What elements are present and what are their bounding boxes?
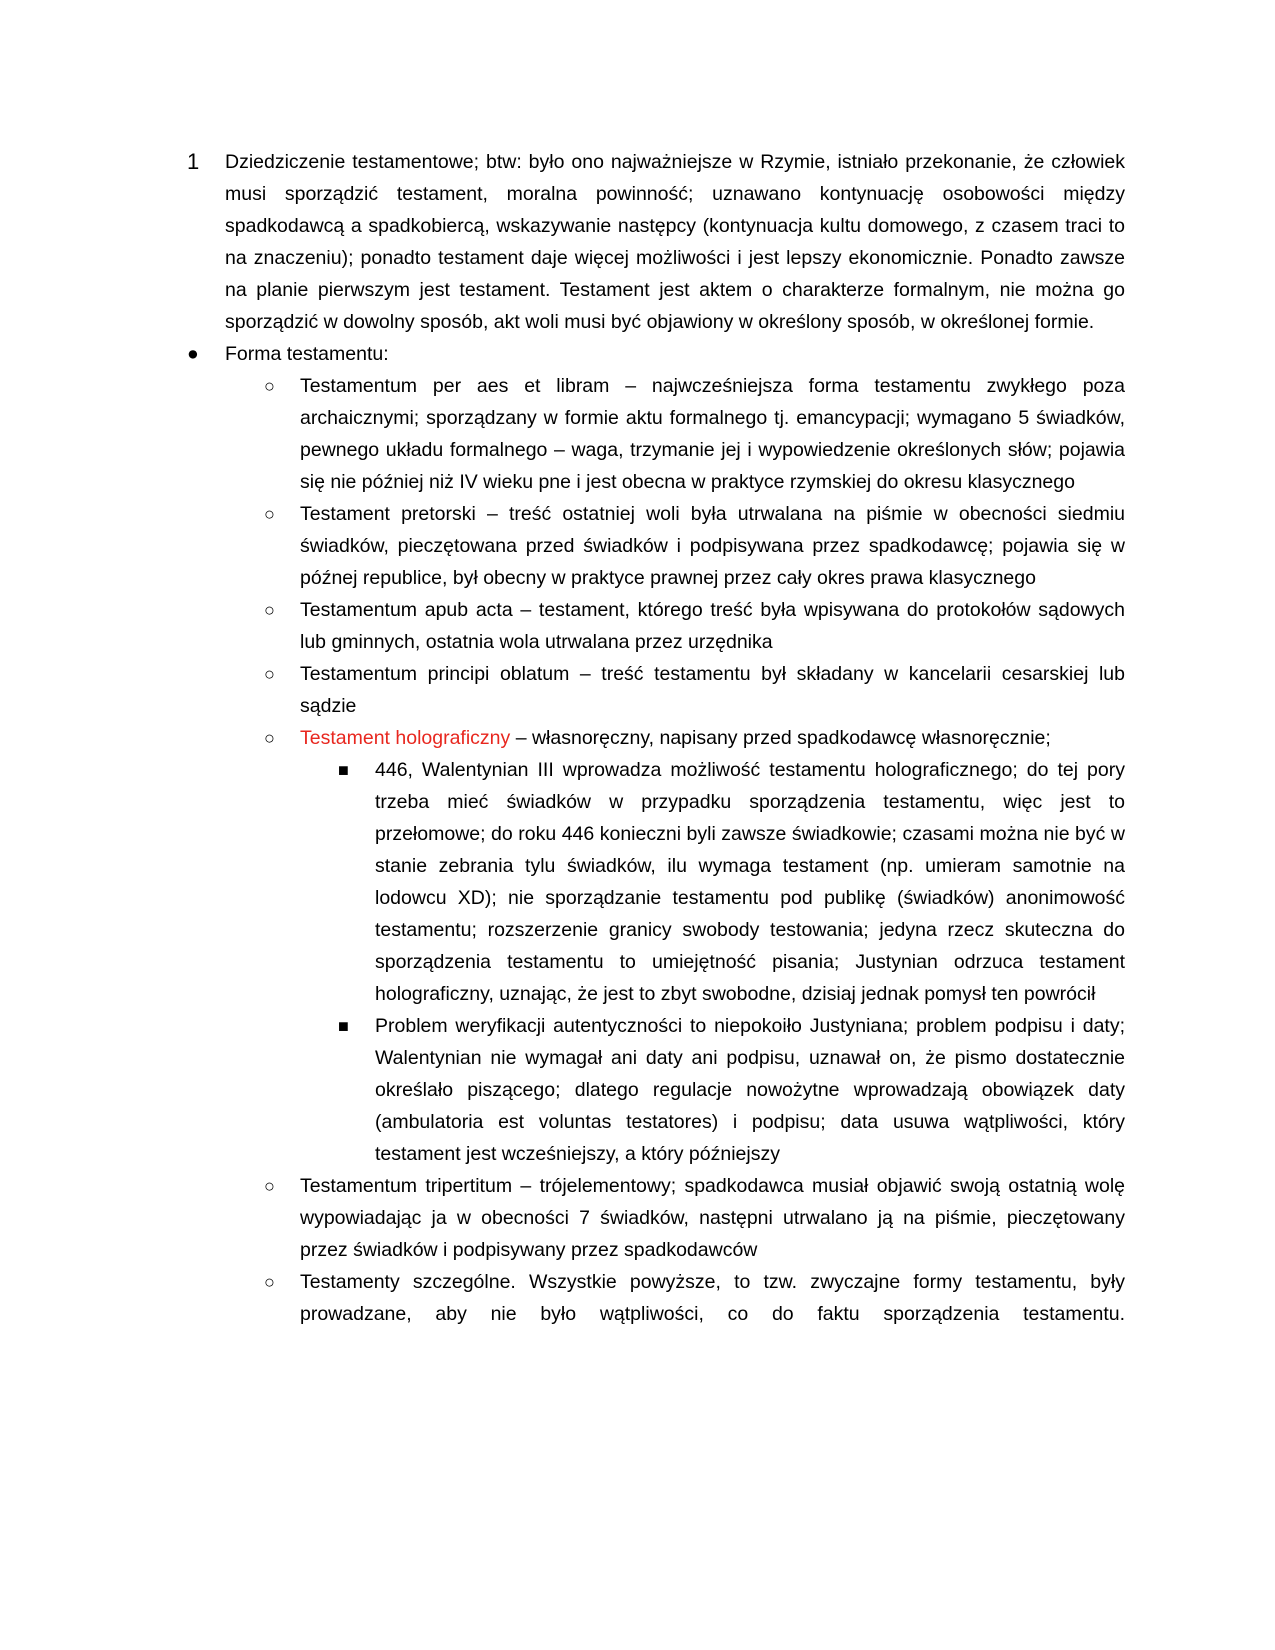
circle-bullet-icon: ○ [264, 504, 275, 524]
form-apub-acta: Testamentum apub acta – testament, którego treść była wpisywana do protokołów sądowych lub gminnych, ostatnia wola utrwalana przez urzędnika [300, 599, 1125, 653]
circle-bullet-icon: ○ [264, 1272, 275, 1292]
document-body [0, 146, 1275, 1330]
circle-bullet-icon: ○ [264, 376, 275, 396]
list-item-bullet [0, 338, 1275, 370]
circle-bullet-icon: ○ [264, 664, 275, 684]
form-pretorski: Testament pretorski – treść ostatniej woli była utrwalana na piśmie w obecności siedmiu świadków, pieczętowana przed świadków i podpisywana przez spadkodawcę; pojawia się w późnej republice, był obecny w praktyce prawnej przez cały okres prawa klasycznego [300, 503, 1125, 589]
holograficzny-description: – własnoręczny, napisany przed spadkodawcę własnoręcznie; [510, 727, 1051, 749]
form-szczegolne: Testamenty szczególne. Wszystkie powyższe, to tzw. zwyczajne formy testamentu, były prowadzane, aby nie było wątpliwości, co do faktu sporządzenia testamentu. [300, 1271, 1125, 1325]
circle-bullet-icon: ○ [264, 600, 275, 620]
list-item-form [0, 1266, 1275, 1330]
form-tripertitum: Testamentum tripertitum – trójelementowy; spadkodawca musiał objawić swoją ostatnią wolę wypowiadając ja w obecności 7 świadków, następni utrwalano ją na piśmie, pieczętowany przez świadków i podpisywany przez spadkodawców [300, 1175, 1125, 1261]
holograph-note-verification: Problem weryfikacji autentyczności to niepokoiło Justyniana; problem podpisu i daty; Walentynian nie wymagał ani daty ani podpisu, uznawał on, że pismo dostatecznie określało piszącego; dlatego regulacje nowożytne wprowadzają obowiązek daty (ambulatoria est voluntas testatores) i podpisu; data usuwa wątpliwości, który testament jest wcześniejszy, a który późniejszy [375, 1015, 1125, 1165]
list-item-form [0, 658, 1275, 722]
circle-bullet-icon: ○ [264, 728, 275, 748]
heading-forms: Forma testamentu: [225, 343, 389, 365]
list-item-form [0, 1170, 1275, 1266]
list-item-form [0, 498, 1275, 594]
form-holograficzny [300, 722, 1125, 754]
form-principi-oblatum: Testamentum principi oblatum – treść testamentu był składany w kancelarii cesarskiej lub sądzie [300, 663, 1125, 717]
list-item-sub [0, 754, 1275, 1010]
square-bullet-icon: ■ [338, 1016, 349, 1036]
circle-bullet-icon: ○ [264, 1176, 275, 1196]
bullet-icon: ● [187, 343, 199, 365]
holograph-note-446: 446, Walentynian III wprowadza możliwość testamentu holograficznego; do tej pory trzeba mieć świadków w przypadku sporządzenia testamentu, więc jest to przełomowe; do roku 446 konieczni byli zawsze świadkowie; czasami można nie być w stanie zebrania tylu świadków, ilu wymaga testament (np. umieram samotnie na lodowcu XD); nie sporządzanie testamentu pod publikę (świadków) anonimowość testamentu; rozszerzenie granicy swobody testowania; jedyna rzecz skuteczna do sporządzenia testamentu to umiejętność pisania; Justynian odrzuca testament holograficzny, uznając, że jest to zbyt swobodne, dzisiaj jednak pomysł ten powrócił [375, 759, 1125, 1005]
list-item-numbered [0, 146, 1275, 338]
list-item-form [0, 370, 1275, 498]
highlight-holograficzny: Testament holograficzny [300, 727, 511, 749]
list-item-sub [0, 1010, 1275, 1170]
list-number: 1 [187, 149, 200, 174]
square-bullet-icon: ■ [338, 760, 349, 780]
paragraph-inheritance: Dziedziczenie testamentowe; btw: było ono najważniejsze w Rzymie, istniało przekonanie, że człowiek musi sporządzić testament, moralna powinność; uznawano kontynuację osobowości między spadkodawcą a spadkobiercą, wskazywanie następcy (kontynuacja kultu domowego, z czasem traci to na znaczeniu); ponadto testament daje więcej możliwości i jest lepszy ekonomicznie. Ponadto zawsze na planie pierwszym jest testament. Testament jest aktem o charakterze formalnym, nie można go sporządzić w dowolny sposób, akt woli musi być objawiony w określony sposób, w określonej formie. [225, 151, 1125, 333]
form-per-aes-et-libram: Testamentum per aes et libram – najwcześniejsza forma testamentu zwykłego poza archaicznymi; sporządzany w formie aktu formalnego tj. emancypacji; wymagano 5 świadków, pewnego układu formalnego – waga, trzymanie jej i wypowiedzenie określonych słów; pojawia się nie później niż IV wieku pne i jest obecna w praktyce rzymskiej do okresu klasycznego [300, 375, 1125, 493]
list-item-form [0, 594, 1275, 658]
list-item-form [0, 722, 1275, 754]
